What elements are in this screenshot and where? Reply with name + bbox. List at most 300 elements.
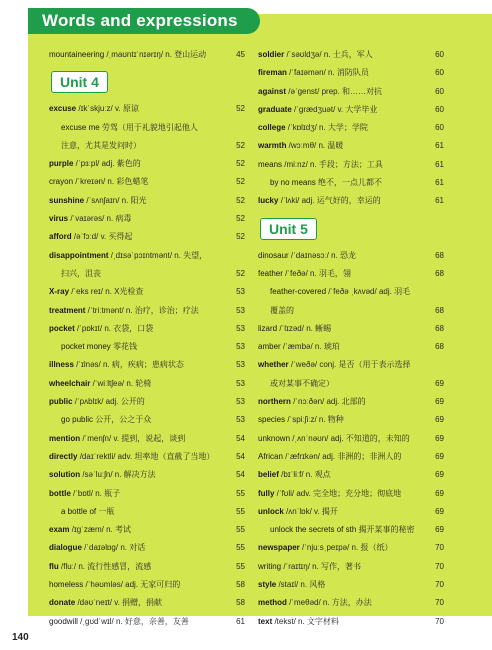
entry-definition: /ˈpɜːpl/ adj. 紫色的	[73, 159, 141, 169]
entry-definition: /daɪˈrektli/ adv. 坦率地（直截了当地）	[77, 451, 215, 461]
entry-word: warmth	[258, 141, 287, 151]
entry-definition: 揭开某事的秘密	[356, 525, 415, 535]
entry-definition: /ˈmenʃn/ v. 提到，说起，谈到	[80, 433, 186, 443]
vocab-entry	[258, 247, 444, 265]
entry-definition: /ɪkˈskjuːz/ v. 原谅	[76, 104, 139, 114]
entry-word: wheelchair	[49, 378, 91, 388]
entry-definition: /ˈwiːltʃeə/ n. 轮椅	[90, 378, 152, 388]
entry-definition: /ˌɡʊdˈwɪl/ n. 好意，亲善，友善	[77, 616, 189, 626]
vocab-entry	[258, 338, 444, 356]
entry-text	[49, 558, 151, 576]
entry-definition: /ˈæfrɪkən/ adj. 非洲的；非洲人的	[282, 451, 402, 461]
entry-word: fully	[258, 488, 275, 498]
entry-page: 70	[435, 561, 444, 571]
entry-definition: /ˈweðə/ conj. 是否（用于表示选择	[288, 360, 411, 370]
entry-text	[258, 448, 401, 466]
entry-page: 69	[435, 397, 444, 407]
entry-text	[258, 101, 377, 119]
entry-definition: /ˈpʌblɪk/ adj. 公开的	[72, 397, 145, 407]
vocab-entry	[258, 521, 444, 539]
entry-definition: /ˈsʌnʃaɪn/ n. 阳光	[84, 195, 147, 205]
entry-page: 68	[435, 268, 444, 278]
entry-definition: /ˈæmbə/ n. 琥珀	[280, 342, 340, 352]
entry-word: soldier	[258, 50, 285, 59]
entry-definition: /ˈspiːʃiːz/ n. 物种	[285, 415, 344, 425]
entry-word: lucky	[258, 196, 279, 206]
entry-definition: /ˈɪlnəs/ n. 病，疾病；患病状态	[73, 360, 184, 370]
entry-page: 68	[435, 305, 444, 315]
entry-word: pocket money	[61, 342, 111, 352]
entry-page: 58	[236, 580, 245, 590]
page-number: 140	[12, 632, 29, 643]
entry-text	[49, 46, 206, 64]
entry-text	[61, 503, 114, 521]
entry-text	[49, 521, 131, 539]
vocab-entry	[258, 101, 444, 119]
entry-text	[49, 576, 180, 594]
entry-word: college	[258, 123, 286, 133]
entry-page: 61	[236, 616, 245, 626]
entry-definition: /ˈfeðə/ n. 羽毛，翎	[282, 268, 351, 278]
entry-word: flu	[49, 561, 59, 571]
entry-page: 52	[236, 195, 245, 205]
entry-word: feather	[258, 268, 283, 278]
entry-text	[258, 156, 383, 174]
vocab-entry	[49, 576, 245, 594]
entry-text	[49, 173, 148, 191]
entry-definition: /ˈvaɪərəs/ n. 病毒	[68, 214, 132, 224]
entry-text	[49, 448, 214, 466]
unit-label: Unit 5	[260, 218, 317, 240]
vocab-entry	[49, 192, 245, 210]
entry-definition: 覆盖的	[270, 305, 294, 315]
entry-page: 52	[236, 232, 245, 242]
entry-word: solution	[49, 470, 81, 480]
vocab-entry	[49, 521, 245, 539]
entry-text	[49, 320, 153, 338]
entry-page: 55	[236, 543, 245, 553]
entry-text	[258, 503, 338, 521]
entry-word: directly	[49, 451, 78, 461]
entry-text	[270, 302, 294, 320]
entry-definition: /ˈfeðə ˌkʌvəd/ adj. 羽毛	[326, 287, 411, 297]
vocab-entry	[49, 283, 245, 301]
vocab-entry	[258, 174, 444, 192]
entry-text	[258, 46, 373, 64]
vocab-entry	[258, 83, 444, 101]
entry-text	[258, 64, 369, 82]
entry-text	[49, 247, 207, 265]
entry-page: 61	[435, 141, 444, 151]
entry-text	[258, 594, 372, 612]
entry-page: 53	[236, 323, 245, 333]
entry-definition: /ɪɡˈzæm/ n. 考试	[69, 525, 131, 535]
vocab-entry	[49, 302, 245, 320]
entry-page: 55	[236, 561, 245, 571]
vocab-entry	[258, 356, 444, 374]
entry-page: 53	[236, 305, 245, 315]
vocab-entry	[49, 594, 245, 612]
entry-text	[270, 283, 410, 301]
entry-text	[61, 265, 101, 283]
entry-word: X-ray	[49, 287, 70, 297]
entry-page: 61	[435, 196, 444, 206]
entry-page: 54	[236, 451, 245, 461]
entry-text	[49, 430, 185, 448]
vocab-entry	[258, 265, 444, 283]
entry-page: 53	[236, 397, 245, 407]
entry-text	[49, 283, 143, 301]
entry-page: 52	[236, 177, 245, 187]
vocab-entry	[49, 320, 245, 338]
entry-text	[49, 192, 147, 210]
entry-text	[49, 228, 132, 246]
entry-word: writing	[258, 561, 282, 571]
entry-definition: /miːnz/ n. 手段；方法；工具	[282, 159, 383, 169]
entry-text	[49, 539, 145, 557]
unit-heading	[49, 64, 245, 100]
entry-definition: /ˈlʌki/ adj. 运气好的，幸运的	[278, 196, 381, 206]
entry-page: 55	[236, 525, 245, 535]
entry-definition: /ˈsəʊldʒə/ n. 士兵，军人	[284, 50, 373, 59]
entry-text	[270, 521, 415, 539]
entry-word: dinosaur	[258, 250, 289, 260]
vocab-entry	[258, 192, 444, 210]
entry-definition: /bɪˈliːf/ n. 观点	[278, 470, 331, 480]
entry-definition: /ˈtriːtmənt/ n. 治疗，诊治；疗法	[85, 305, 199, 315]
entry-definition: /ˈnjuːsˌpeɪpə/ n. 报（纸）	[299, 543, 393, 553]
entry-text	[61, 338, 137, 356]
entry-definition: /dəʊˈneɪt/ v. 捐赠，捐献	[75, 598, 163, 608]
entry-page: 70	[435, 598, 444, 608]
entry-text	[258, 247, 356, 265]
entry-text	[49, 375, 151, 393]
entry-word: exam	[49, 525, 70, 535]
entry-definition: /ˌmaʊntɪˈnɪərɪŋ/ n. 登山运动	[104, 50, 207, 59]
entry-definition: /ˌʌnˈnəʊn/ adj. 不知道的，未知的	[290, 433, 410, 443]
vocab-entry	[258, 375, 444, 393]
entry-page: 69	[435, 415, 444, 425]
entry-word: illness	[49, 360, 74, 370]
entry-text	[258, 119, 368, 137]
entry-definition: /ˌdɪsəˈpɔɪntmənt/ n. 失望，	[108, 250, 208, 260]
entry-page: 58	[236, 598, 245, 608]
entry-text	[258, 539, 392, 557]
entry-word: unlock the secrets of sth	[270, 525, 357, 535]
entry-text	[61, 119, 198, 137]
entry-text	[258, 613, 339, 631]
right-column	[258, 46, 444, 631]
entry-page: 69	[435, 506, 444, 516]
entry-page: 55	[236, 506, 245, 516]
entry-definition: /ˈdaɪnəsɔː/ n. 恐龙	[288, 250, 357, 260]
entry-definition: /tekst/ n. 文字材料	[272, 616, 339, 626]
entry-definition: /ˈhəʊmləs/ adj. 无家可归的	[83, 580, 181, 590]
entry-word: feather-covered	[270, 287, 327, 297]
entry-page: 52	[236, 104, 245, 114]
entry-word: whether	[258, 360, 289, 370]
vocab-entry	[258, 320, 444, 338]
entry-word: species	[258, 415, 286, 425]
entry-text	[258, 411, 344, 429]
entry-page: 69	[435, 470, 444, 480]
entry-word: homeless	[49, 580, 84, 590]
vocab-entry	[258, 64, 444, 82]
entry-page: 60	[435, 68, 444, 78]
vocab-entry	[49, 393, 245, 411]
vocab-entry	[258, 156, 444, 174]
entry-word: a bottle of	[61, 506, 97, 516]
entry-definition: /ˈkɒlɪdʒ/ n. 大学；学院	[285, 123, 368, 133]
entry-text	[49, 613, 189, 631]
entry-text	[49, 100, 139, 118]
entry-text	[61, 137, 141, 155]
entry-page: 70	[435, 616, 444, 626]
vocab-entry	[258, 46, 444, 64]
entry-text	[49, 466, 156, 484]
entry-definition: /ˈdaɪəlɒɡ/ n. 对话	[81, 543, 146, 553]
entry-definition: /ˈnɔːðən/ adj. 北部的	[290, 397, 366, 407]
vocab-entry	[49, 338, 245, 356]
entry-page: 55	[236, 488, 245, 498]
entry-definition: /wɔːmθ/ n. 温暖	[286, 141, 344, 151]
entry-word: method	[258, 598, 287, 608]
entry-word: text	[258, 616, 273, 626]
entry-text	[258, 265, 351, 283]
vocab-entry	[49, 466, 245, 484]
entry-page: 54	[236, 433, 245, 443]
entry-page: 60	[435, 50, 444, 59]
entry-word: disappointment	[49, 250, 109, 260]
entry-word: sunshine	[49, 195, 85, 205]
entry-text	[49, 155, 141, 173]
entry-word: donate	[49, 598, 76, 608]
entry-text	[258, 558, 361, 576]
entry-word: lizard	[258, 323, 278, 333]
entry-text	[270, 375, 334, 393]
entry-word: purple	[49, 159, 74, 169]
entry-definition: 劳驾（用于礼貌地引起他人	[99, 122, 198, 132]
vocab-entry	[258, 539, 444, 557]
vocab-entry	[49, 247, 245, 265]
entry-page: 53	[236, 287, 245, 297]
entry-definition: /əˈfɔːd/ v. 买得起	[71, 232, 133, 242]
entry-word: excuse	[49, 104, 77, 114]
entry-page: 54	[236, 470, 245, 480]
entry-page: 52	[236, 159, 245, 169]
vocab-entry	[258, 576, 444, 594]
entry-definition: 零花钱	[110, 342, 138, 352]
entry-text	[258, 466, 331, 484]
vocab-entry	[258, 393, 444, 411]
entry-word: public	[49, 397, 73, 407]
vocab-entry	[49, 119, 245, 137]
entry-text	[61, 411, 151, 429]
entry-text	[49, 393, 145, 411]
entry-word: go public	[61, 415, 94, 425]
entry-text	[258, 356, 410, 374]
entry-text	[258, 393, 366, 411]
entry-definition: /ˈkreɪən/ n. 彩色蜡笔	[73, 177, 149, 187]
entry-page: 69	[435, 525, 444, 535]
vocab-entry	[49, 503, 245, 521]
entry-text	[49, 594, 162, 612]
entry-word: excuse me	[61, 122, 100, 132]
entry-word: against	[258, 86, 287, 96]
entry-page: 61	[435, 159, 444, 169]
entry-page: 53	[236, 360, 245, 370]
vocab-entry	[49, 173, 245, 191]
entry-page: 60	[435, 104, 444, 114]
entry-word: means	[258, 159, 283, 169]
entry-text	[49, 210, 131, 228]
vocab-entry	[49, 137, 245, 155]
vocab-entry	[49, 228, 245, 246]
entry-definition: /səˈluːʃn/ n. 解决方法	[80, 470, 156, 480]
section-title: Words and expressions	[42, 11, 238, 30]
entry-text	[49, 485, 120, 503]
vocab-entry	[49, 430, 245, 448]
entry-word: style	[258, 580, 277, 590]
entry-definition: /staɪl/ n. 风格	[276, 580, 326, 590]
vocab-entry	[49, 46, 245, 64]
entry-page: 68	[435, 342, 444, 352]
entry-text	[270, 174, 382, 192]
entry-definition: 注意，尤其是发问时）	[61, 140, 141, 150]
entry-definition: /ˈfʊli/ adv. 完全地；充分地；彻底地	[274, 488, 402, 498]
vocab-entry	[258, 137, 444, 155]
entry-page: 69	[435, 378, 444, 388]
entry-word: afford	[49, 232, 72, 242]
entry-word: dialogue	[49, 543, 82, 553]
entry-definition: 扫兴，沮丧	[61, 268, 101, 278]
entry-definition: /ˈɡrædʒuət/ v. 大学毕业	[291, 104, 378, 114]
entry-text	[49, 356, 184, 374]
entry-page: 53	[236, 415, 245, 425]
vocab-entry	[258, 594, 444, 612]
entry-text	[258, 430, 410, 448]
vocab-entry	[49, 448, 245, 466]
entry-page: 61	[435, 178, 444, 188]
entry-definition: 一瓶	[96, 506, 115, 516]
unit-heading	[258, 211, 444, 247]
entry-word: unknown	[258, 433, 291, 443]
vocab-entry	[258, 302, 444, 320]
entry-text	[258, 338, 340, 356]
entry-definition: 或对某事不确定）	[270, 378, 334, 388]
entry-definition: /ˈbɒtl/ n. 瓶子	[70, 488, 121, 498]
entry-word: belief	[258, 470, 279, 480]
vocab-entry	[258, 485, 444, 503]
entry-word: unlock	[258, 506, 284, 516]
unit-label: Unit 4	[51, 71, 108, 93]
entry-definition: /ˈeks reɪ/ n. X光检查	[69, 287, 144, 297]
entry-word: graduate	[258, 104, 292, 114]
entry-definition: /ˈpɒkɪt/ n. 衣袋，口袋	[74, 323, 154, 333]
entry-word: mountaineering	[49, 50, 105, 59]
vocab-entry	[258, 448, 444, 466]
vocab-entry	[49, 539, 245, 557]
entry-word: amber	[258, 342, 281, 352]
vocab-entry	[49, 155, 245, 173]
vocab-entry	[258, 430, 444, 448]
entry-word: virus	[49, 214, 69, 224]
entry-text	[258, 320, 331, 338]
vocab-entry	[49, 210, 245, 228]
entry-word: mention	[49, 433, 81, 443]
entry-definition: /əˈɡenst/ prep. 和……对抗	[286, 86, 383, 96]
entry-page: 69	[435, 488, 444, 498]
entry-word: bottle	[49, 488, 71, 498]
entry-text	[258, 83, 382, 101]
vocab-entry	[49, 265, 245, 283]
vocab-entry	[49, 356, 245, 374]
entry-page: 69	[435, 451, 444, 461]
entry-word: pocket	[49, 323, 75, 333]
vocab-entry	[258, 558, 444, 576]
entry-text	[258, 485, 401, 503]
vocab-entry	[49, 100, 245, 118]
entry-definition: /ˈraɪtɪŋ/ n. 写作，著书	[281, 561, 362, 571]
entry-word: fireman	[258, 68, 287, 78]
entry-definition: /ˈlɪzəd/ n. 蜥蜴	[277, 323, 332, 333]
entry-definition: /ʌnˈlɒk/ v. 揭开	[283, 506, 338, 516]
entry-page: 70	[435, 580, 444, 590]
entry-page: 52	[236, 140, 245, 150]
entry-word: treatment	[49, 305, 86, 315]
vocab-entry	[49, 485, 245, 503]
left-column	[49, 46, 245, 631]
entry-word: crayon	[49, 177, 74, 187]
entry-page: 69	[435, 433, 444, 443]
vocab-entry	[258, 119, 444, 137]
vocab-entry	[49, 411, 245, 429]
entry-text	[49, 302, 199, 320]
entry-page: 52	[236, 214, 245, 224]
entry-page: 68	[435, 323, 444, 333]
vocab-entry	[49, 375, 245, 393]
entry-definition: /ˈmeθəd/ n. 方法，办法	[286, 598, 372, 608]
section-header	[28, 8, 260, 34]
vocab-entry	[258, 503, 444, 521]
entry-word: African	[258, 451, 283, 461]
entry-page: 52	[236, 268, 245, 278]
entry-page: 70	[435, 543, 444, 553]
vocab-entry	[49, 558, 245, 576]
vocab-entry	[258, 466, 444, 484]
entry-page: 53	[236, 378, 245, 388]
entry-page: 68	[435, 250, 444, 260]
entry-definition: /ˈfaɪəmən/ n. 消防队员	[286, 68, 369, 78]
entry-page: 53	[236, 342, 245, 352]
entry-text	[258, 192, 381, 210]
vocab-entry	[258, 411, 444, 429]
vocab-entry	[49, 613, 245, 631]
entry-page: 45	[236, 50, 245, 59]
entry-text	[258, 576, 325, 594]
vocab-entry	[258, 613, 444, 631]
entry-page: 60	[435, 123, 444, 133]
entry-word: northern	[258, 397, 291, 407]
entry-definition: 绝不，一点儿都不	[315, 178, 383, 188]
entry-definition: /fluː/ n. 流行性感冒，流感	[58, 561, 152, 571]
entry-word: by no means	[270, 178, 316, 188]
entry-word: newspaper	[258, 543, 300, 553]
vocab-entry	[258, 283, 444, 301]
entry-definition: 公开，公之于众	[93, 415, 152, 425]
entry-text	[258, 137, 343, 155]
entry-word: goodwill	[49, 616, 78, 626]
